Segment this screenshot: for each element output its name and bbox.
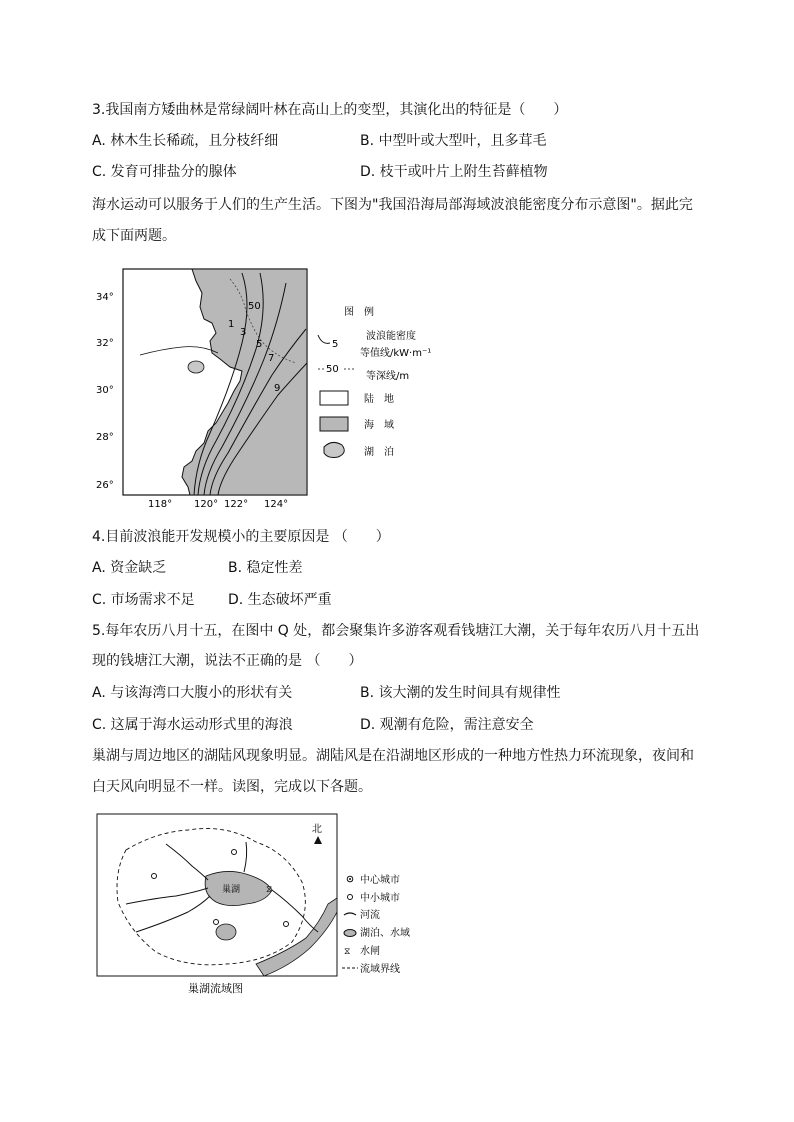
sea-legend-label: 海 域 (364, 420, 394, 431)
wave-energy-map (92, 263, 432, 510)
legend-title: 图 例 (344, 307, 374, 318)
contour-label-7: 7 (268, 353, 275, 364)
water-legend-icon (344, 930, 356, 937)
intro2-line1: 巢湖与周边地区的湖陆风现象明显。湖陆风是在沿湖地区形成的一种地方性热力环流现象，夜间和 (92, 748, 694, 764)
north-label: 北 (312, 824, 322, 835)
q5-stem-line1: 5.每年农历八月十五，在图中 Q 处，都会聚集许多游客观看钱塘江大潮，关于每年农历八月十五出 (92, 623, 700, 639)
land-swatch (320, 391, 348, 405)
lake-swatch (324, 442, 344, 457)
small-lake (216, 924, 236, 940)
map2-caption: 巢湖流域图 (188, 982, 243, 995)
small-city-icon (152, 874, 157, 879)
depth-legend-label: 等深线/m (366, 371, 410, 382)
contour-label-5: 5 (256, 339, 263, 350)
small-city-icon (214, 920, 219, 925)
wave-energy-map-svg (92, 263, 432, 510)
q4-option-a: A. 资金缺乏 (92, 560, 167, 576)
river-legend-icon (344, 913, 356, 915)
q3-option-c: C. 发育可排盐分的腺体 (92, 164, 237, 180)
intro2-line2: 白天风向明显不一样。读图，完成以下各题。 (92, 779, 372, 795)
lon-label: 122° (224, 499, 249, 510)
small-city-legend-icon (348, 895, 353, 900)
legend-boundary: 流域界线 (360, 964, 400, 975)
chaohu-basin-map (96, 812, 416, 998)
q5-option-c: C. 这属于海水运动形式里的海浪 (92, 717, 293, 733)
q3-stem: 3.我国南方矮曲林是常绿阔叶林在高山上的变型，其演化出的特征是（ ） (92, 102, 568, 118)
q5-stem-line2: 现的钱塘江大潮，说法不正确的是 （ ） (92, 653, 363, 669)
land-legend-label: 陆 地 (364, 394, 394, 405)
depth-symbol-value: 50 (326, 364, 339, 375)
intro1-line2: 成下面两题。 (92, 228, 176, 244)
contour-label-1: 1 (228, 319, 235, 330)
contour-label-3: 3 (240, 327, 247, 338)
intro1-line1: 海水运动可以服务于人们的生产生活。下图为"我国沿海局部海域波浪能密度分布示意图"。据此完 (92, 197, 693, 213)
taihu-lake (188, 361, 204, 373)
q3-option-b: B. 中型叶或大型叶，且多茸毛 (360, 133, 547, 149)
lake-label: 巢湖 (222, 885, 241, 895)
lake-legend-label: 湖 泊 (364, 447, 394, 458)
lat-label: 34° (96, 292, 114, 303)
lat-label: 32° (96, 338, 114, 349)
sluice-icon: ⧖ (266, 885, 273, 895)
wave-contour-symbol (318, 335, 330, 343)
q5-option-d: D. 观潮有危险，需注意安全 (360, 717, 534, 733)
legend-center-city: 中心城市 (360, 875, 400, 886)
sea-swatch (320, 417, 348, 431)
contour-label-50: 50 (248, 301, 261, 312)
small-city-icon (284, 922, 289, 927)
lat-label: 26° (96, 480, 114, 491)
lon-label: 120° (194, 499, 219, 510)
q3-option-a: A. 林木生长稀疏，且分枝纤细 (92, 133, 279, 149)
q4-option-c: C. 市场需求不足 (92, 592, 195, 608)
q4-option-b: B. 稳定性差 (228, 560, 303, 576)
legend-small-city: 中小城市 (360, 893, 400, 904)
sluice-legend-icon: ⧖ (344, 947, 351, 957)
small-city-icon (232, 850, 237, 855)
lat-label: 28° (96, 432, 114, 443)
q4-option-d: D. 生态破坏严重 (228, 592, 332, 608)
q4-stem: 4.目前波浪能开发规模小的主要原因是 （ ） (92, 529, 390, 545)
q3-option-d: D. 枝干或叶片上附生苔藓植物 (360, 164, 548, 180)
chaohu-map-svg (96, 812, 416, 998)
wave-legend-label-2: 等值线/kW·m⁻¹ (360, 348, 432, 359)
legend-sluice: 水闸 (360, 946, 380, 957)
legend-river: 河流 (360, 910, 380, 921)
lon-label: 124° (264, 499, 289, 510)
q5-option-a: A. 与该海湾口大腹小的形状有关 (92, 685, 293, 701)
lon-label: 118° (148, 499, 173, 510)
contour-label-9: 9 (274, 383, 281, 394)
wave-legend-label-1: 波浪能密度 (366, 331, 416, 342)
legend-water: 湖泊、水域 (360, 928, 410, 939)
wave-symbol-value: 5 (332, 339, 339, 350)
lat-label: 30° (96, 385, 114, 396)
q5-option-b: B. 该大潮的发生时间具有规律性 (360, 685, 561, 701)
center-city-dot (349, 878, 351, 880)
